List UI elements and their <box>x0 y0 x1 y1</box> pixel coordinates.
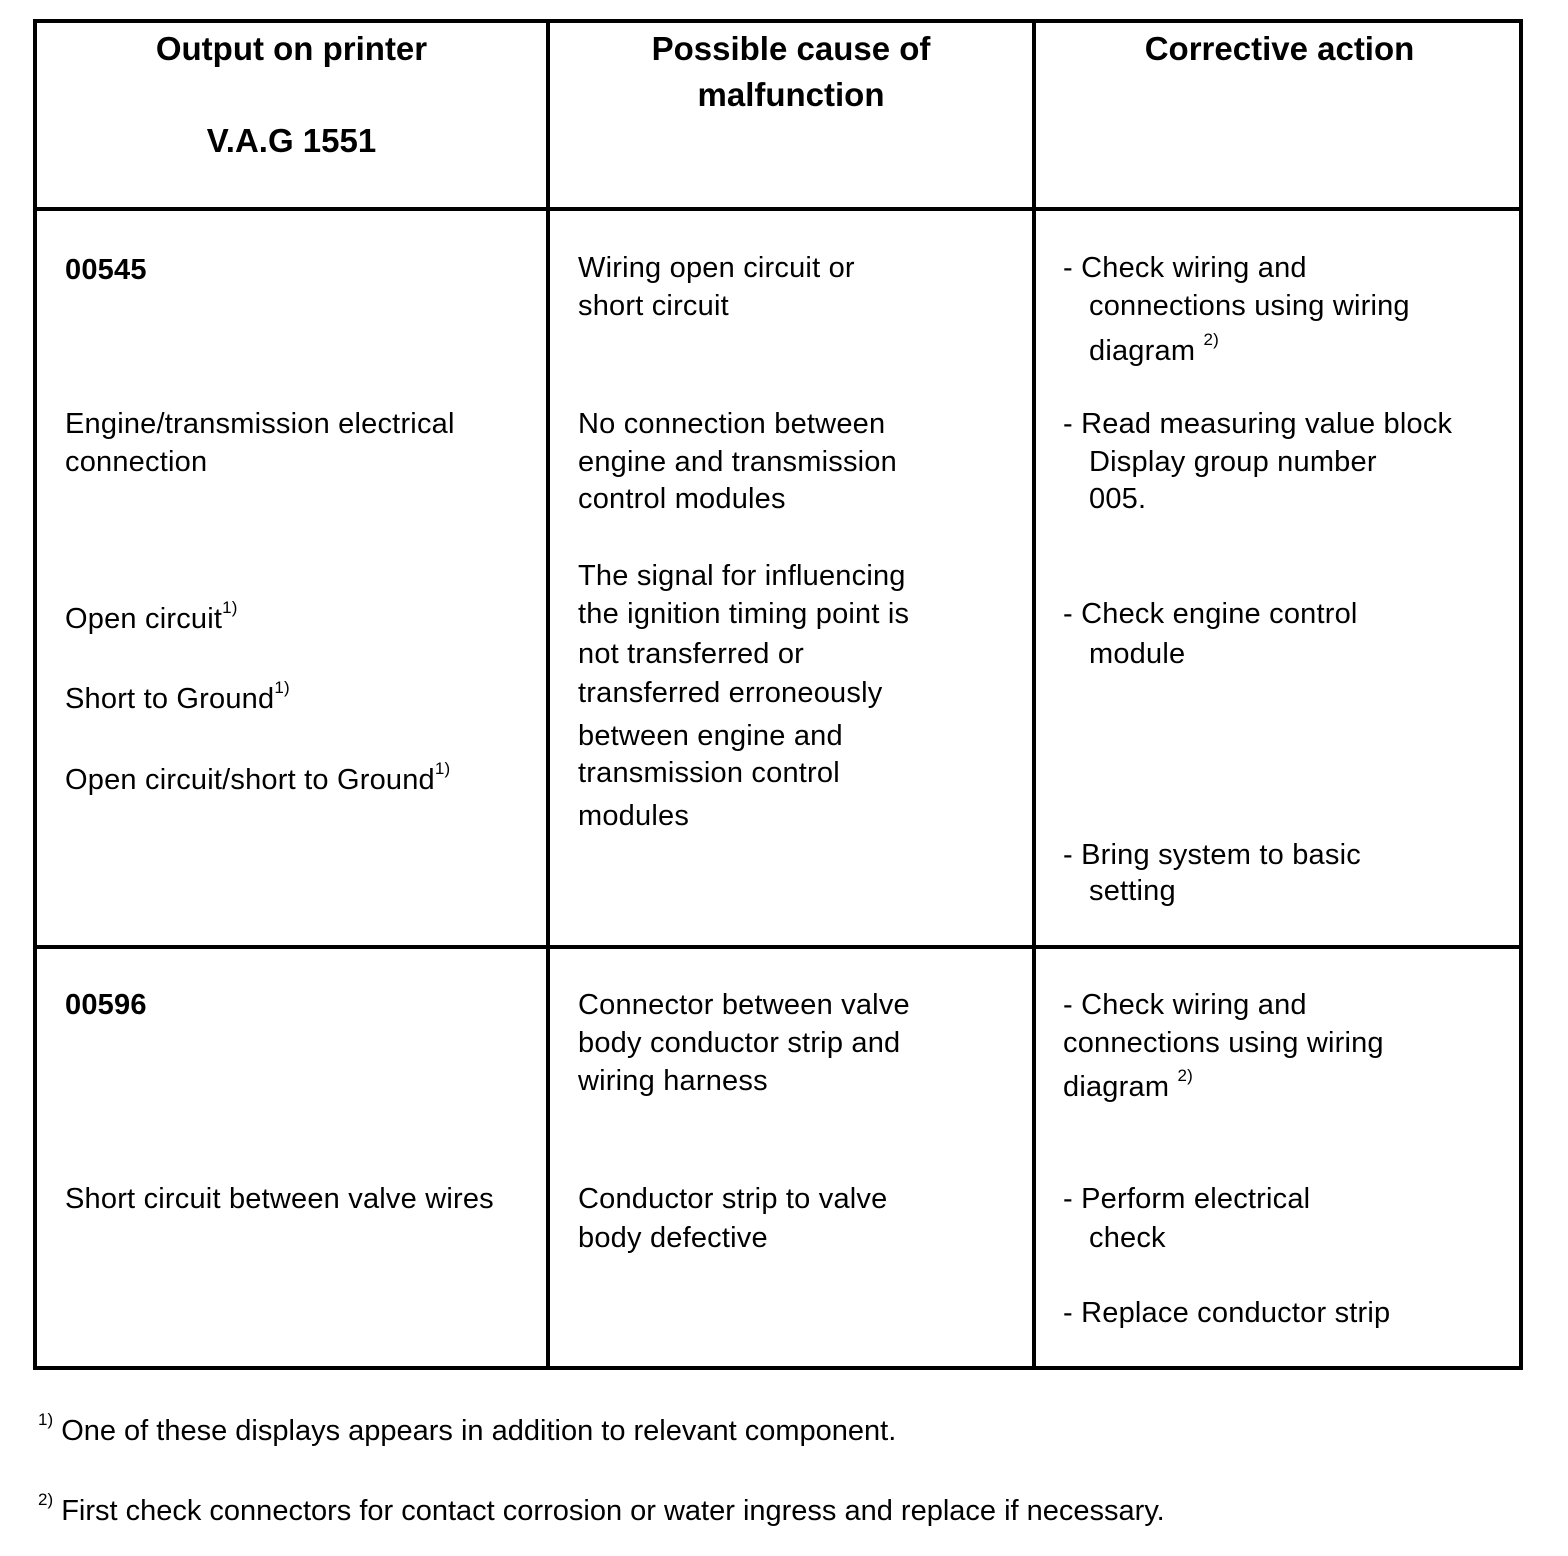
cause-signal-l4: transferred erroneously <box>578 677 883 709</box>
footnote-ref-2: 2) <box>1177 1066 1193 1086</box>
footnote-1 <box>38 1412 896 1450</box>
row-divider <box>37 945 1519 949</box>
cause-wiring-l1: Wiring open circuit or <box>578 252 855 284</box>
output-open-short-ground: Open circuit/short to Ground$^{1)}$ <box>65 759 451 796</box>
action2-check-wiring-l3: diagram $^{2)}$ <box>1063 1066 1193 1103</box>
footnote-1-text: One of these displays appears in addition to relevant component. <box>61 1415 897 1447</box>
cause-connector-l2: body conductor strip and <box>578 1027 901 1059</box>
cause-signal-l3: not transferred or <box>578 638 805 670</box>
header-action <box>1036 26 1523 72</box>
action-read-block-l3: 005. <box>1089 483 1147 515</box>
action2-check-wiring-l1: - Check wiring and <box>1063 989 1307 1021</box>
cause-signal-l1: The signal for influencing <box>578 560 906 592</box>
cause-no-connection-l1: No connection between <box>578 408 886 440</box>
header-divider <box>37 207 1519 211</box>
footnote-2 <box>38 1492 1165 1530</box>
header-output-line2: V.A.G 1551 <box>206 122 377 159</box>
action-check-ecm-l2: module <box>1089 638 1186 670</box>
action2-replace-strip: - Replace conductor strip <box>1063 1297 1391 1329</box>
footnote-1-mark: 1) <box>38 1410 54 1430</box>
header-cause <box>550 26 1032 118</box>
cause-connector-l3: wiring harness <box>578 1065 768 1097</box>
fault-code-00545: 00545 <box>65 254 147 286</box>
header-cause-line2: malfunction <box>697 76 885 113</box>
fault-table <box>33 19 1523 1370</box>
cause-signal-l7: modules <box>578 800 690 832</box>
output-short-valve-wires: Short circuit between valve wires <box>65 1183 494 1215</box>
action-basic-setting-l1: - Bring system to basic <box>1063 839 1361 871</box>
action-check-wiring-l3: diagram $^{2)}$ <box>1089 330 1219 367</box>
output-engine-transmission-l2: connection <box>65 446 208 478</box>
footnote-2-text: First check connectors for contact corrosion or water ingress and replace if necessary. <box>61 1495 1165 1527</box>
cause-signal-l5: between engine and <box>578 720 843 752</box>
cause-no-connection-l3: control modules <box>578 483 786 515</box>
footnote-2-mark: 2) <box>38 1490 54 1510</box>
fault-code-00596: 00596 <box>65 989 147 1021</box>
cause-signal-l6: transmission control <box>578 757 840 789</box>
action2-electrical-check-l1: - Perform electrical <box>1063 1183 1311 1215</box>
action-read-block-l2: Display group number <box>1089 446 1377 478</box>
action-check-ecm-l1: - Check engine control <box>1063 598 1358 630</box>
footnote-ref-1: 1) <box>274 678 290 698</box>
cause-no-connection-l2: engine and transmission <box>578 446 897 478</box>
output-short-to-ground: Short to Ground$^{1)}$ <box>65 678 290 715</box>
cause-conductor-strip-l2: body defective <box>578 1222 768 1254</box>
column-divider-2 <box>1032 23 1036 1366</box>
cause-signal-l2: the ignition timing point is <box>578 598 910 630</box>
header-output-line1: Output on printer <box>155 30 428 67</box>
action-check-wiring-l1: - Check wiring and <box>1063 252 1307 284</box>
footnote-ref-2: 2) <box>1203 330 1219 350</box>
action2-electrical-check-l2: check <box>1089 1222 1166 1254</box>
header-action-line1: Corrective action <box>1144 30 1415 67</box>
footnote-ref-1: 1) <box>222 598 238 618</box>
action-read-block-l1: - Read measuring value block <box>1063 408 1453 440</box>
output-open-circuit: Open circuit$^{1)}$ <box>65 598 238 635</box>
cause-wiring-l2: short circuit <box>578 290 729 322</box>
action2-check-wiring-l2: connections using wiring <box>1063 1027 1384 1059</box>
column-divider-1 <box>546 23 550 1366</box>
action-check-wiring-l2: connections using wiring <box>1089 290 1410 322</box>
footnote-ref-1: 1) <box>434 759 451 779</box>
cause-conductor-strip-l1: Conductor strip to valve <box>578 1183 888 1215</box>
header-output <box>37 26 546 164</box>
output-engine-transmission-l1: Engine/transmission electrical <box>65 408 455 440</box>
header-cause-line1: Possible cause of <box>651 30 931 67</box>
action-basic-setting-l2: setting <box>1089 875 1176 907</box>
cause-connector-l1: Connector between valve <box>578 989 910 1021</box>
